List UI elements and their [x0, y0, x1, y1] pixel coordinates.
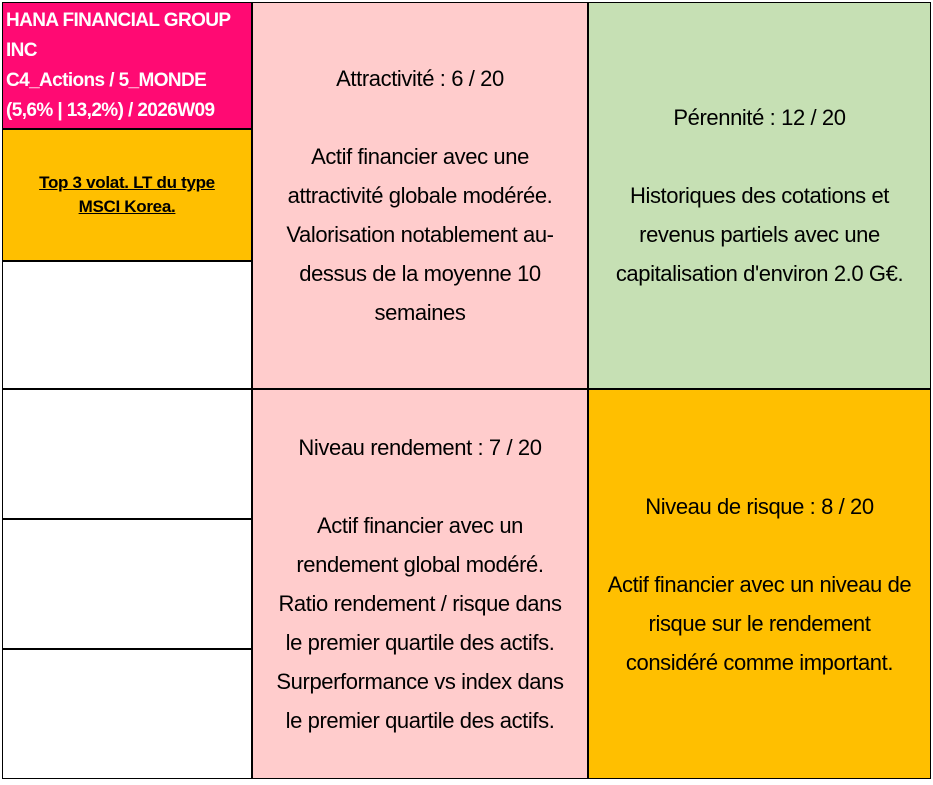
- attractivite-cell: [252, 2, 588, 389]
- rendement-cell: [252, 389, 588, 779]
- company-name-line1: HANA FINANCIAL GROUP: [6, 10, 231, 31]
- attractivite-title: Attractivité : 6 / 20: [336, 66, 504, 91]
- risque-title: Niveau de risque : 8 / 20: [645, 493, 874, 519]
- rendement-line: Actif financier avec un: [316, 513, 524, 538]
- perennite-cell: [588, 2, 931, 389]
- attractivite-line: attractivité globale modérée.: [287, 183, 553, 208]
- rendement-line: Surperformance vs index dans: [276, 669, 564, 694]
- empty-cell-3: [2, 519, 252, 649]
- risque-cell: [588, 389, 931, 779]
- attractivite-line: dessus de la moyenne 10: [299, 261, 541, 286]
- rendement-line: rendement global modéré.: [296, 552, 544, 577]
- empty-cell-1: [2, 261, 252, 389]
- volatility-subtitle: Top 3 volat. LT du type MSCI Korea.: [39, 173, 215, 216]
- attractivite-line: Actif financier avec une: [311, 144, 529, 169]
- rendement-title: Niveau rendement : 7 / 20: [298, 435, 542, 460]
- rendement-line: Ratio rendement / risque dans: [278, 591, 562, 616]
- company-stats: (5,6% | 13,2%) / 2026W09: [6, 100, 215, 121]
- rendement-line: le premier quartile des actifs.: [285, 630, 555, 655]
- risque-line: considéré comme important.: [625, 649, 894, 675]
- perennite-line: Historiques des cotations et: [629, 183, 890, 208]
- empty-cell-2: [2, 389, 252, 519]
- empty-cell-4: [2, 649, 252, 779]
- perennite-line: capitalisation d'environ 2.0 G€.: [615, 261, 904, 286]
- volatility-subtitle-cell: [2, 129, 252, 261]
- risque-line: risque sur le rendement: [648, 610, 871, 636]
- rendement-line: le premier quartile des actifs.: [285, 708, 555, 733]
- attractivite-line: semaines: [374, 300, 466, 325]
- perennite-title: Pérennité : 12 / 20: [673, 105, 846, 130]
- risque-line: Actif financier avec un niveau de: [607, 571, 912, 597]
- company-name-line2: INC: [6, 40, 37, 61]
- perennite-line: revenus partiels avec une: [639, 222, 880, 247]
- attractivite-line: Valorisation notablement au-: [286, 222, 554, 247]
- company-category: C4_Actions / 5_MONDE: [6, 70, 207, 91]
- company-title-cell: [2, 2, 252, 129]
